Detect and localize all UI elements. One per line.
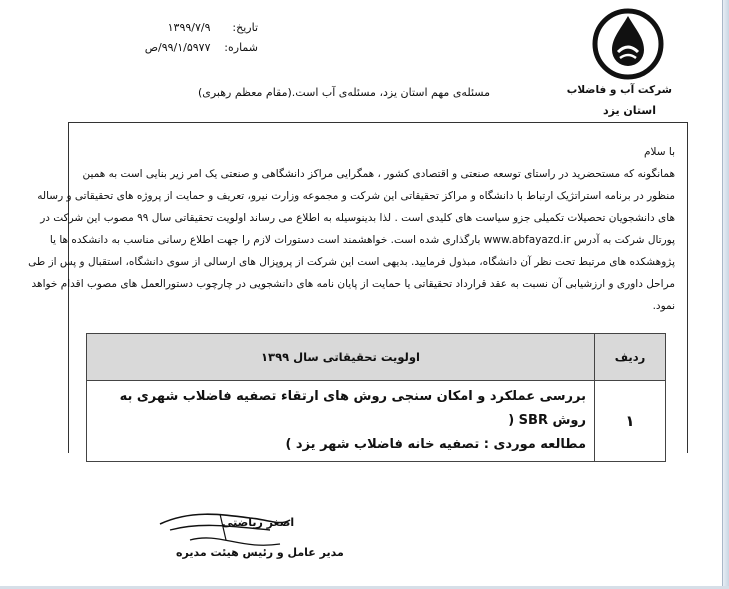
number-value: ۹۹/۱/۵۹۷۷/ص bbox=[144, 41, 211, 54]
body-line-5: پژوهشکده های مرتبط تحت نظر آن دانشگاه، مبذول فرمایید. بدیهی است این شرکت از پروپزال های ارسالی از سوی دانشگاه، استقبال و پس از طی bbox=[28, 256, 675, 268]
body-line-1: همانگونه که مستحضرید در راستای توسعه صنعتی و اقتصادی کشور ، همگرایی مراکز دانشگاهی و صنعتی یک امر زیر بنایی است به همین bbox=[82, 168, 675, 180]
research-priority-table bbox=[86, 333, 666, 462]
body-line-4 bbox=[49, 234, 675, 246]
portal-url-link[interactable]: www.abfayazd.ir bbox=[483, 234, 571, 246]
date-row bbox=[118, 18, 258, 38]
greeting: با سلام bbox=[643, 146, 675, 158]
body-line-6: مراحل داوری و ارزشیابی آن نسبت به عقد قرارداد تحقیقاتی یا حمایت از پایان نامه های دانشجویی در چارچوب دستورالعمل های مصوب اقدام خواهد bbox=[31, 278, 675, 290]
number-label: شماره: bbox=[224, 41, 258, 54]
body-line-4-prefix: پورتال شرکت به آدرس bbox=[573, 234, 675, 246]
row-index: ۱ bbox=[595, 381, 666, 462]
table-row bbox=[87, 381, 666, 462]
row-topic bbox=[87, 381, 595, 462]
table-header-row bbox=[87, 334, 666, 381]
water-drop-logo-icon bbox=[592, 8, 664, 80]
number-row bbox=[118, 38, 258, 58]
leader-quote: مسئله‌ی مهم استان یزد، مسئله‌ی آب است.(مقام معظم رهبری) bbox=[197, 86, 490, 99]
date-value: ۱۳۹۹/۷/۹ bbox=[167, 21, 211, 34]
org-logo bbox=[566, 8, 680, 118]
column-header-topic: اولویت تحقیقاتی سال ۱۳۹۹ bbox=[87, 334, 595, 381]
body-line-7: نمود. bbox=[652, 300, 675, 312]
signer-title: مدیر عامل و رئیس هیئت مدیره bbox=[176, 546, 344, 559]
letter-meta bbox=[118, 18, 258, 58]
org-name: شرکت آب و فاضلاب bbox=[566, 84, 672, 96]
signature-mark bbox=[120, 500, 320, 570]
date-label: تاریخ: bbox=[232, 21, 258, 34]
org-region: استان یزد bbox=[602, 104, 656, 117]
row-topic-line-1: بررسی عملکرد و امکان سنجی روش های ارتقاء تصفیه فاضلاب شهری به روش SBR ( bbox=[119, 389, 586, 428]
column-header-index: ردیف bbox=[595, 334, 666, 381]
window-frame-edge bbox=[722, 0, 729, 589]
body-line-4-rest: بارگذاری شده است. خواهشمند است دستورات لازم را جهت اطلاع رسانی مناسب به دانشکده ها یا bbox=[49, 234, 481, 246]
signer-name: اصغر ریاضتی bbox=[222, 516, 295, 529]
row-topic-line-2: مطالعه موردی : تصفیه خانه فاضلاب شهر یزد ) bbox=[285, 437, 586, 452]
body-line-2: منظور در برنامه استراتژیک ارتباط با دانشگاه و مراکز تحقیقاتی این شرکت و مجموعه وزارت نیرو، تعریف و حمایت از پروژه های تحقیقاتی و رساله bbox=[37, 190, 675, 202]
body-line-3: های دانشجویان تحصیلات تکمیلی جزو سیاست های کلیدی است . لذا بدینوسیله به اطلاع می رساند اولویت تحقیقاتی سال ۹۹ مصوب این شرکت در bbox=[40, 212, 675, 224]
